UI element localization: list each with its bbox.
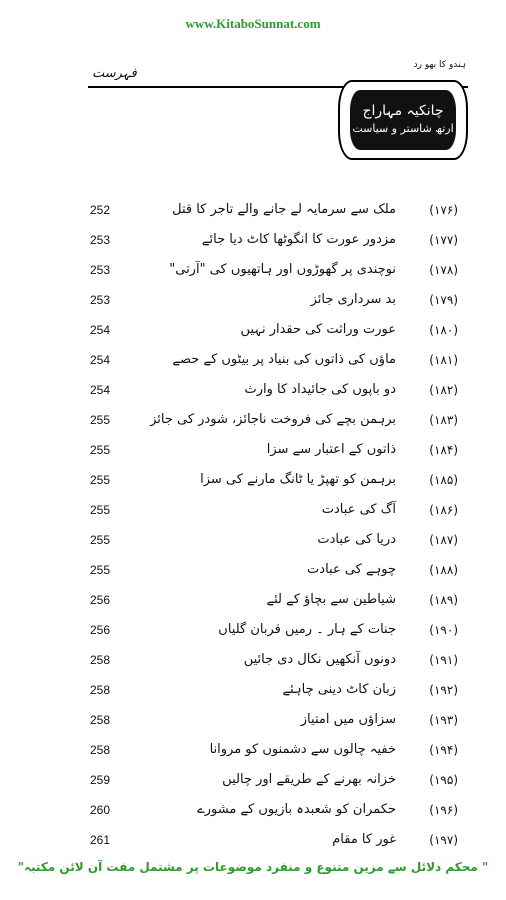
toc-entry-number: (۱۸۲) [429, 383, 458, 397]
toc-row[interactable] [0, 678, 506, 702]
emblem-line-1: چانکیہ مہاراج [362, 103, 444, 119]
header-left-title: فہرست [92, 66, 137, 81]
toc-entry-title: حکمران کو شعبدہ بازیوں کے مشورے [197, 802, 396, 817]
toc-row[interactable] [0, 738, 506, 762]
toc-entry-title: خفیہ چالوں سے دشمنوں کو مروانا [209, 742, 396, 757]
toc-entry-number: (۱۹۴) [429, 743, 458, 757]
toc-page-number: 258 [90, 743, 111, 757]
toc-entry-number: (۱۹۷) [429, 833, 458, 847]
toc-row[interactable] [0, 498, 506, 522]
toc-row[interactable] [0, 588, 506, 612]
toc-entry-number: (۱۹۵) [429, 773, 458, 787]
toc-entry-number: (۱۸۴) [429, 443, 458, 457]
toc-row[interactable] [0, 318, 506, 342]
toc-entry-title: نوچندی پر گھوڑوں اور ہاتھیوں کی "آرتی" [169, 262, 396, 277]
toc-entry-number: (۱۹۰) [429, 623, 458, 637]
toc-page-number: 253 [90, 293, 111, 307]
toc-page-number: 255 [90, 563, 111, 577]
toc-row[interactable] [0, 438, 506, 462]
toc-page-number: 255 [90, 473, 111, 487]
toc-page-number: 259 [90, 773, 111, 787]
toc-entry-number: (۱۸۰) [429, 323, 458, 337]
toc-entry-number: (۱۹۲) [429, 683, 458, 697]
toc-entry-title: خزانہ بھرنے کے طریقے اور چالیں [222, 772, 396, 787]
toc-entry-title: مزدور عورت کا انگوٹھا کاٹ دیا جائے [201, 232, 396, 247]
toc-entry-number: (۱۷۹) [429, 293, 458, 307]
toc-row[interactable] [0, 228, 506, 252]
toc-row[interactable] [0, 558, 506, 582]
toc-entry-title: دریا کی عبادت [317, 532, 396, 547]
toc-entry-number: (۱۸۸) [429, 563, 458, 577]
toc-entry-title: ذاتوں کے اعتبار سے سزا [266, 442, 396, 457]
toc-page-number: 252 [90, 203, 111, 217]
toc-page-number: 260 [90, 803, 111, 817]
toc-row[interactable] [0, 468, 506, 492]
toc-entry-number: (۱۸۱) [429, 353, 458, 367]
toc-entry-number: (۱۹۶) [429, 803, 458, 817]
toc-entry-number: (۱۸۷) [429, 533, 458, 547]
toc-row[interactable] [0, 258, 506, 282]
toc-entry-number: (۱۸۵) [429, 473, 458, 487]
toc-page-number: 256 [90, 593, 111, 607]
toc-entry-title: دونوں آنکھیں نکال دی جائیں [243, 652, 396, 667]
header-right-title: ہندو کا بھو رد [413, 60, 466, 70]
emblem-seal [350, 90, 456, 150]
toc-row[interactable] [0, 648, 506, 672]
toc-entry-title: ماؤں کی ذاتوں کی بنیاد پر بیٹوں کے حصے [172, 352, 396, 367]
toc-entry-number: (۱۸۳) [429, 413, 458, 427]
toc-entry-title: آگ کی عبادت [321, 502, 396, 517]
toc-page-number: 255 [90, 533, 111, 547]
toc-entry-number: (۱۷۶) [429, 203, 458, 217]
toc-row[interactable] [0, 768, 506, 792]
footer-tagline: " محکم دلائل سے مزین متنوع و منفرد موضوعات پر مشتمل مفت آن لائن مکتبہ" [17, 860, 489, 874]
toc-entry-title: برہمن کو تھپڑ یا ٹانگ مارنے کی سزا [200, 472, 396, 487]
toc-entry-number: (۱۸۶) [429, 503, 458, 517]
toc-page-number: 253 [90, 263, 111, 277]
toc-page-number: 261 [90, 833, 111, 847]
toc-entry-title: زبان کاٹ دینی چاہئے [282, 682, 396, 697]
book-emblem [338, 80, 468, 160]
toc-row[interactable] [0, 528, 506, 552]
toc-page-number: 256 [90, 623, 111, 637]
toc-entry-title: برہمن بچے کی فروخت ناجائز، شودر کی جائز [150, 412, 396, 427]
toc-page-number: 255 [90, 413, 111, 427]
toc-entry-title: شیاطین سے بچاؤ کے لئے [266, 592, 396, 607]
toc-entry-number: (۱۷۷) [429, 233, 458, 247]
toc-entry-number: (۱۷۸) [429, 263, 458, 277]
toc-entry-number: (۱۸۹) [429, 593, 458, 607]
toc-entry-title: ملک سے سرمایہ لے جانے والے تاجر کا قتل [172, 202, 396, 217]
toc-page-number: 258 [90, 653, 111, 667]
toc-entry-number: (۱۹۱) [429, 653, 458, 667]
toc-entry-title: چوہے کی عبادت [307, 562, 396, 577]
toc-row[interactable] [0, 618, 506, 642]
toc-entry-title: دو باپوں کی جائیداد کا وارث [244, 382, 396, 397]
toc-row[interactable] [0, 828, 506, 852]
toc-entry-title: سزاؤں میں امتیاز [300, 712, 396, 727]
toc-entry-title: بد سرداری جائز [310, 292, 396, 307]
toc-row[interactable] [0, 378, 506, 402]
toc-page-number: 255 [90, 503, 111, 517]
toc-entry-number: (۱۹۳) [429, 713, 458, 727]
toc-row[interactable] [0, 798, 506, 822]
toc-page-number: 254 [90, 323, 111, 337]
toc-page-number: 254 [90, 383, 111, 397]
toc-row[interactable] [0, 348, 506, 372]
toc-page-number: 258 [90, 683, 111, 697]
toc-page-number: 253 [90, 233, 111, 247]
toc-entry-title: عورت وراثت کی حقدار نہیں [240, 322, 396, 337]
emblem-line-2: ارتھ شاستر و سیاست [352, 122, 454, 135]
toc-page-number: 255 [90, 443, 111, 457]
toc-entry-title: غور کا مقام [332, 832, 396, 847]
toc-row[interactable] [0, 408, 506, 432]
toc-page-number: 254 [90, 353, 111, 367]
toc-entry-title: جنات کے ہار ۔ رمیں قربان گلیاں [218, 622, 396, 637]
toc-row[interactable] [0, 288, 506, 312]
toc-page-number: 258 [90, 713, 111, 727]
toc-row[interactable] [0, 708, 506, 732]
site-url[interactable]: www.KitaboSunnat.com [185, 16, 321, 31]
toc-row[interactable] [0, 198, 506, 222]
